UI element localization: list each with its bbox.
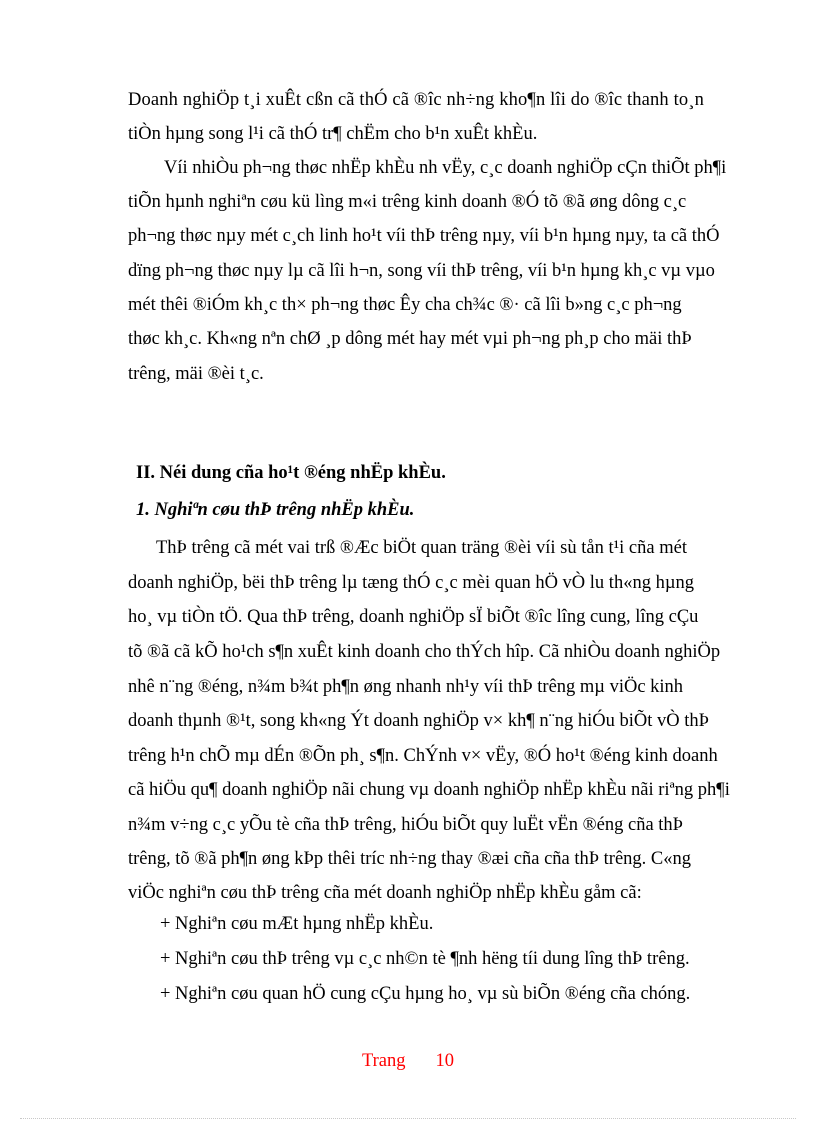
text-line: mét thêi ®iÓm kh¸c th× ph¬ng thøc Êy cha ch¾c ®· cã lîi b»ng c¸c ph¬ng [128, 295, 682, 315]
section-heading: II. Néi dung cña ho¹t ®éng nhËp khÈu. [136, 463, 446, 483]
text-line: doanh nghiÖp, bëi thÞ trêng lµ tæng thÓ c¸c mèi quan hÖ vÒ lu th«ng hµng [128, 573, 694, 593]
text-line: Víi nhiÒu ph¬ng thøc nhËp khÈu nh vËy, c¸c doanh nghiÖp cÇn thiÕt ph¶i [164, 158, 727, 178]
text-line: trêng, mäi ®èi t¸c. [128, 364, 264, 384]
text-line: viÖc nghiªn cøu thÞ trêng cña mét doanh nghiÖp nhËp khÈu gåm cã: [128, 883, 642, 903]
text-line: n¾m v÷ng c¸c yÕu tè cña thÞ trêng, hiÓu biÕt quy luËt vËn ®éng cña thÞ [128, 815, 683, 835]
list-item: + Nghiªn cøu quan hÖ cung cÇu hµng ho¸ vµ sù biÕn ®éng cña chóng. [160, 984, 691, 1004]
text-line: doanh thµnh ®¹t, song kh«ng Ýt doanh nghiÖp v× kh¶ n¨ng hiÓu biÕt vÒ thÞ [128, 711, 709, 731]
text-line: thøc kh¸c. Kh«ng nªn chØ ¸p dông mét hay mét vµi ph¬ng ph¸p cho mäi thÞ [128, 329, 692, 349]
list-item: + Nghiªn cøu thÞ trêng vµ c¸c nh©n tè ¶nh hëng tíi dung lîng thÞ trêng. [160, 949, 690, 969]
page-bottom-divider [20, 1118, 796, 1119]
page-number: 10 [435, 1051, 455, 1071]
text-line: Doanh nghiÖp t¸i xuÊt cßn cã thÓ cã ®îc nh÷ng kho¶n lîi do ®îc thanh to¸n [128, 90, 705, 110]
text-line: ThÞ trêng cã mét vai trß ®Æc biÖt quan träng ®èi víi sù tån t¹i cña mét [156, 538, 687, 558]
subsection-heading: 1. Nghiªn cøu thÞ trêng nhËp khÈu. [136, 500, 415, 520]
text-line: ho¸ vµ tiÒn tÖ. Qua thÞ trêng, doanh nghiÖp sÏ biÕt ®îc lîng cung, lîng cÇu [128, 607, 699, 627]
text-line: trêng h¹n chÕ mµ dÉn ®Õn ph¸ s¶n. ChÝnh v× vËy, ®Ó ho¹t ®éng kinh doanh [128, 746, 718, 766]
text-line: dïng ph¬ng thøc nµy lµ cã lîi h¬n, song víi thÞ trêng, víi b¹n hµng kh¸c vµ vµo [128, 261, 715, 281]
text-line: tiÕn hµnh nghiªn cøu kü lìng m«i trêng kinh doanh ®Ó tõ ®ã øng dông c¸c [128, 192, 687, 212]
text-line: trêng, tõ ®ã ph¶n øng kÞp thêi tríc nh÷ng thay ®æi cña cña thÞ trêng. C«ng [128, 849, 692, 869]
page-footer [0, 1050, 816, 1072]
text-line: nhê n¨ng ®éng, n¾m b¾t ph¶n øng nhanh nh¹y víi thÞ trêng mµ viÖc kinh [128, 677, 684, 697]
text-line: tõ ®ã cã kÕ ho¹ch s¶n xuÊt kinh doanh cho thÝch hîp. Cã nhiÒu doanh nghiÖp [128, 642, 721, 662]
text-line: tiÒn hµng song l¹i cã thÓ tr¶ chËm cho b¹n xuÊt khÈu. [128, 124, 538, 144]
list-item: + Nghiªn cøu mÆt hµng nhËp khÈu. [160, 914, 434, 934]
text-line: ph¬ng thøc nµy mét c¸ch linh ho¹t víi thÞ trêng nµy, víi b¹n hµng nµy, ta cã thÓ [128, 226, 720, 246]
text-line: cã hiÖu qu¶ doanh nghiÖp nãi chung vµ doanh nghiÖp nhËp khÈu nãi riªng ph¶i [128, 780, 730, 800]
page-label: Trang [361, 1051, 406, 1071]
